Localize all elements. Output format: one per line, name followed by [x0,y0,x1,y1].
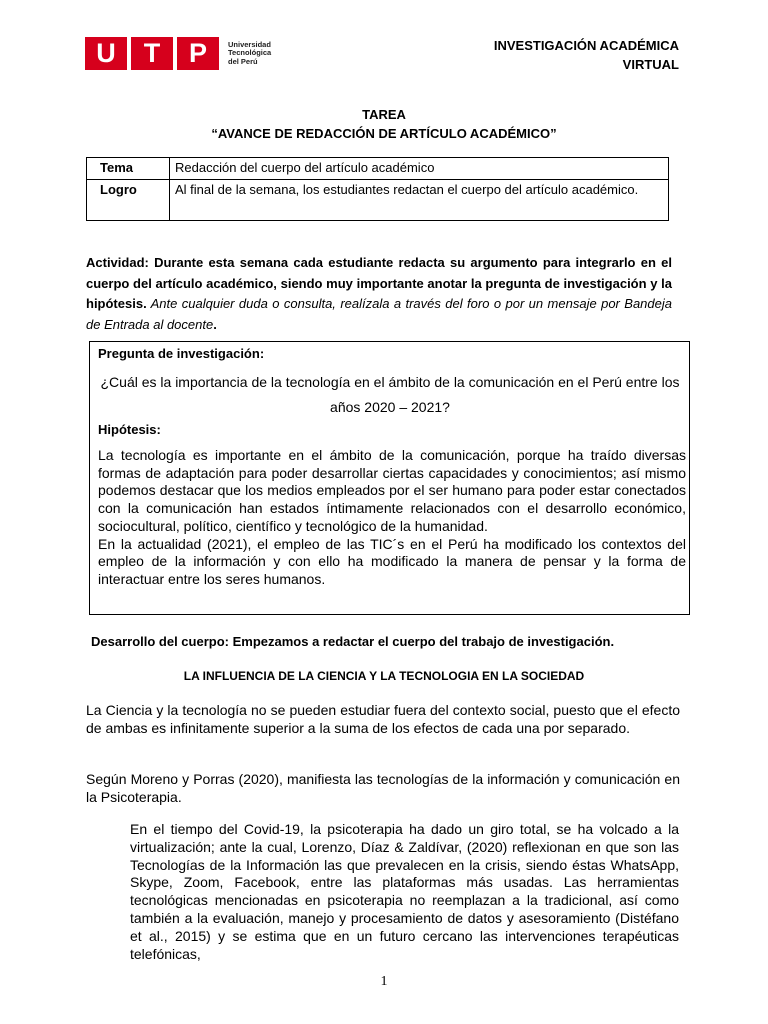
actividad-italic-text: Ante cualquier duda o consulta, realízala a través del foro o por un mensaje por Bandeja de Entrada al docente [86,296,672,332]
header-title [494,36,679,74]
logo-letter-u: U [85,37,127,70]
actividad-label: Actividad: [86,255,149,270]
doc-title-tarea: TAREA [362,107,406,122]
desarrollo-line [91,634,614,649]
logo-letter-t: T [131,37,173,70]
utp-logo [85,37,271,70]
question-label: Pregunta de investigación: [98,346,265,361]
hypothesis-label: Hipótesis: [98,422,161,437]
research-box [89,341,690,615]
hypothesis-text [98,447,686,589]
hypothesis-paragraph-1: La tecnología es importante en el ámbito de la comunicación, porque ha traído diversas formas de adaptación para poder desarrollar ciertas capacidades y conocimientos; así mismo podemos destacar que los medios empleados por el ser humano para poder estar conectados con la comunicación han estados íntimamente relacionados con el desarrollo económico, sociocultural, político, científico y tecnológico de la humanidad. [98,447,686,534]
table-row [87,180,669,221]
page-number: 1 [380,974,388,989]
logo-university-name: Universidad Tecnológica del Perú [228,39,272,66]
header-line-1: INVESTIGACIÓN ACADÉMICA [493,38,679,53]
body-paragraph-1: La Ciencia y la tecnología no se pueden estudiar fuera del contexto social, puesto que el efecto de ambas es infinitamente superior a la suma de los efectos de cada una por separado. [86,702,680,736]
actividad-paragraph [86,253,672,335]
row-key: Logro [87,180,170,221]
header-line-2: VIRTUAL [622,57,679,72]
research-question: ¿Cuál es la importancia de la tecnología en el ámbito de la comunicación en el Perú entre los años 2020 – 2021? [100,374,680,415]
logo-letter-p: P [177,37,219,70]
doc-title-main: “AVANCE DE REDACCIÓN DE ARTÍCULO ACADÉMICO” [211,126,557,141]
tema-logro-table [86,157,669,221]
desarrollo-label: Desarrollo del cuerpo: [91,634,229,649]
body-quote: En el tiempo del Covid-19, la psicoterapia ha dado un giro total, se ha volcado a la virtualización; ante la cual, Lorenzo, Díaz & Zaldívar, (2020) reflexionan en que son las Tecnologías de la Información las que prevalecen en la crisis, siendo éstas WhatsApp, Skype, Zoom, Facebook, entre las plataformas más usadas. Las herramientas tecnológicas mencionadas en psicoterapia no reemplazan a la tradicional, así como también a la evaluación, manejo y procesamiento de datos y asesoramiento (Distéfano et al., 2015) y se estima que en un futuro cercano las intervenciones terapéuticas telefónicas, [130,821,679,962]
actividad-text: Durante esta semana cada estudiante redacta su argumento para integrarlo en el cuerpo del artículo académico, siendo muy importante anotar la pregunta de investigación y la hipótesis. [86,255,672,311]
body-paragraph-2: Según Moreno y Porras (2020), manifiesta las tecnologías de la información y comunicación en la Psicoterapia. [86,771,680,805]
row-key: Tema [87,158,170,180]
hypothesis-paragraph-2: En la actualidad (2021), el empleo de las TIC´s en el Perú ha modificado los contextos del empleo de la información y con ello ha modificado la manera de pensar y la forma de interactuar entre los seres humanos. [98,535,686,587]
table-row [87,158,669,180]
row-value: Redacción del cuerpo del artículo académico [170,158,669,180]
actividad-end: . [213,316,217,332]
section-title: LA INFLUENCIA DE LA CIENCIA Y LA TECNOLOGIA EN LA SOCIEDAD [183,669,585,683]
desarrollo-text: Empezamos a redactar el cuerpo del trabajo de investigación. [228,634,615,649]
row-value: Al final de la semana, los estudiantes redactan el cuerpo del artículo académico. [170,180,669,221]
